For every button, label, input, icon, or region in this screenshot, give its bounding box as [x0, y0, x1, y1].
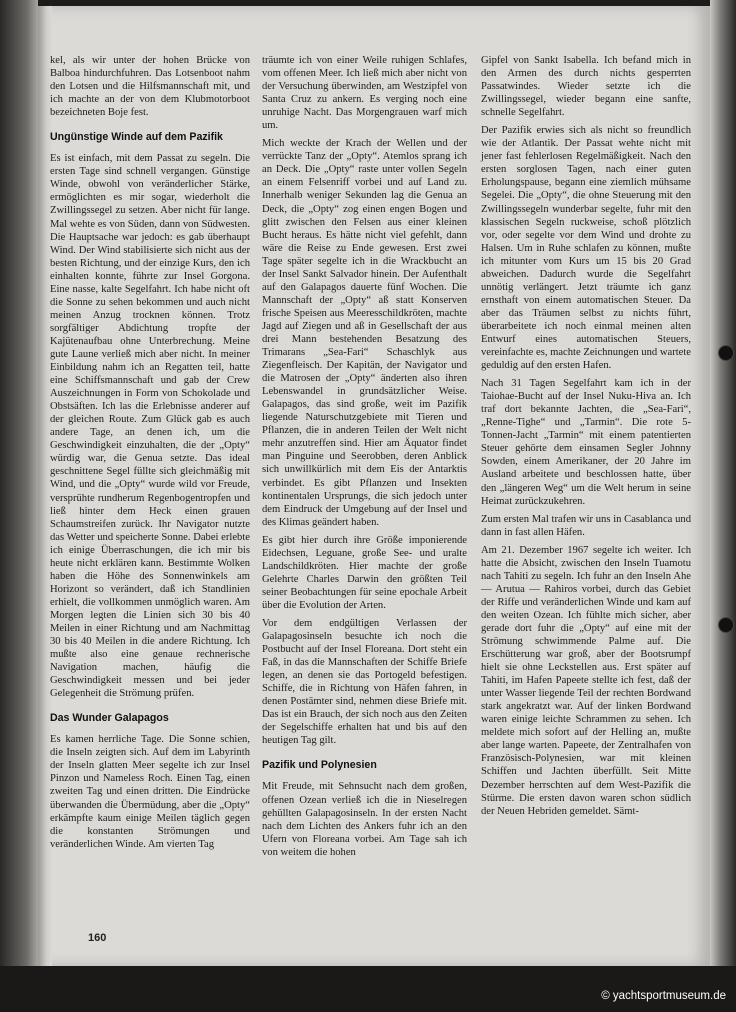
paragraph: Am 21. Dezember 1967 segelte ich weiter. Ich hatte die Absicht, zwischen den Inseln Tuamotu nach Tahiti zu segeln. Ich fuhr an den Inseln Ahe — Arutua — Rahiros vorbei, durch das Gebiet der Riffe und veränderlichen Winde und kam auf den weiten Ozean. Ich fühlte mich sicher, aber gerade dort fuhr die „Opty“ auf eine mit der Strömung schwimmende Palme auf. Die Erschütterung war groß, aber der Bootsrumpf hielt sie ohne Leckstellen aus. Erst später auf Tahiti, im Hafen Papeete stellte ich fest, daß der unter Wasser liegende Teil der rechten Bordwand stark angekratzt war. Auf der linken Bordwand waren einige leichte Schrammen zu sehen. Ich meldete mich sofort auf der Helling an, mußte aber lange warten. Papeete, der Zentralhafen von Französisch-Polynesien, war mit kleinen Schiffen und Jachten überfüllt. Seit Mitte Dezember herrschten auf dem West-Pazifik die Stürme. Die ersten davon waren schon südlich der Neuen Hebriden gemeldet. Sämt- — [481, 544, 691, 817]
text-column-2 — [262, 54, 467, 864]
paragraph: Mich weckte der Krach der Wellen und der verrückte Tanz der „Opty“. Atemlos sprang ich an Deck. Die „Opty“ raste unter vollen Segeln an einem Felsenriff vorbei und auf Land zu. Innerhalb weniger Sekunden lag die Genua an Deck, die „Opty“ zog einen engen Bogen und glitt zwischen den Felsen aus einer kleinen Bucht heraus. Es hätte nicht viel gefehlt, dann wäre die Reise zu Ende gewesen. Erst zwei Tage später segelte ich in die Wrackbucht an der Insel Sankt Salvador hinein. Der Aufenthalt auf den Galapagos dauerte fünf Wochen. Die Mannschaft der „Opty“ aß statt Konserven frische Speisen aus Meeresschildkröten, machte Jagd auf Ziegen und aß in Gesellschaft der aus drei Mann bestehenden Besatzung des Trimarans „Sea-Fari“ Schaschlyk aus Ziegenfleisch. Der Kapitän, der Navigator und die Matrosen der „Opty“ änderten also ihren Lebenswandel in grundsätzlicher Weise. Galapagos, das sind große, weit im Pazifik liegende Naturschutzgebiete mit Tieren und Pflanzen, die in anderen Teilen der Welt nicht mehr anzutreffen sind. Hier am Äquator findet man Pinguine und Seerobben, deren Anblick sich unwillkürlich mit dem Eis der Antarktis verbindet. Es gibt Pflanzen und Insekten kontinentalen Ursprungs, die sich jedoch unter dem Eindruck der Umgebung auf der Insel und des Klimas geändert haben. — [262, 138, 467, 528]
paragraph: Mit Freude, mit Sehnsucht nach dem großen, offenen Ozean verließ ich die in Nieselregen gehüllten Galapagosinseln. In der ersten Nacht nach dem Lichten des Ankers fuhr ich an den Ufern von Floreana vorbei. Am Tage sah ich von weitem die hohen — [262, 781, 467, 858]
section-heading: Pazifik und Polynesien — [262, 759, 377, 772]
section-heading: Ungünstige Winde auf dem Pazifik — [50, 131, 223, 144]
book-gutter-shadow — [0, 0, 38, 1012]
page-number: 160 — [88, 932, 107, 944]
text-column-1 — [50, 54, 250, 856]
scan-background — [0, 966, 736, 1012]
paragraph: Nach 31 Tagen Segelfahrt kam ich in der Taiohae-Bucht auf der Insel Nuku-Hiva an. Ich traf dort bekannte Jachten, die „Sea-Fari“, „Renne-Tighe“ und „Tarmin“. Die rote 5-Tonnen-Jacht „Tarmin“ mit einem patentierten Steuer gehörte dem einsamen Segler Johnny Sowden, einem Amerikaner, der 20 Jahre im Ausland arbeitete und beschlossen hatte, über den „längeren Weg“ um die Welt herum in seine Heimat zurückzukehren. — [481, 378, 691, 507]
paragraph: kel, als wir unter der hohen Brücke von Balboa hindurchfuhren. Das Lotsenboot nahm den Lotsen und die Hilfsmannschaft mit, und ich machte an der von dem Klubmotorboot bezeichneten Boje fest. — [50, 55, 250, 119]
paragraph: träumte ich von einer Weile ruhigen Schlafes, vom offenen Meer. Ich ließ mich aber nicht von der Versuchung überwinden, am Westzipfel von Santa Cruz zu ankern. Es verging noch eine unruhige Nacht. Das Morgengrauen warf mich um. — [262, 55, 467, 132]
paragraph: Es gibt hier durch ihre Größe imponierende Eidechsen, Leguane, große See- und uralte Landschildkröten. Hier machte der große Gelehrte Charles Darwin den größten Teil seiner Beobachtungen für seine epochale Arbeit über die Evolution der Arten. — [262, 534, 467, 611]
paragraph: Es ist einfach, mit dem Passat zu segeln. Die ersten Tage sind schnell vergangen. Günstige Winde, obwohl von veränderlicher Stärke, ermöglichten es mir sogar, wiederholt die Zwillingssegel zu setzen. Aber nicht für lange. Mal wehte es von Süden, dann von Südwesten. Die Hauptsache war jedoch: es gab überhaupt Wind. Der Wind stabilisierte sich nicht aus der besten Richtung, und der einzige Kurs, den ich einhalten konnte, führte zur Insel Gorgona. Eine nasse, kalte Segelfahrt. Ich habe nicht oft die Sonne zu sehen bekommen und auch nicht meinen Anzug trocknen können. Trotz sorgfältiger Abdichtung tropfte der Kajütenaufbau ohne Unterbrechung. Meine gute Laune verließ mich aber nicht. In meiner Einbildung nahm ich an Regatten teil, hatte eine Schiffsmannschaft und gab der Crew Auszeichnungen in Form von Schokolade und Obstsäften. Ich las die Erlebnisse anderer auf der gleichen Route. Zum Glück gab es auch andere Tage, an denen ich, um die Geschwindigkeit einzuhalten, die der „Opty“ würdig war, die Genua setzte. Das ideal geschnittene Segel füllte sich gleichmäßig mit Wind, und die „Opty“ wurde wild vor Freude, versprühte rundherum Regenbogentropfen und ließ hinter dem Heck einen grauen Schaumstreifen zurück. Ihr Navigator nutzte das Wetter und speicherte Sonne. Dabei erlebte ich einige Überraschungen, die ich mir bis heute nicht erklären kann. Bestimmte Wolken haben die Höhe des Sonnenwinkels am Horizont so verändert, daß ich Standlinien erhielt, die vollkommen unmöglich waren. Am Morgen legten die Linien sich 30 bis 40 Meilen in einer Richtung und am Nachmittag 30 bis 40 Meilen in die andere Richtung. Ich mußte also eine genaue rechnerische Navigation machen, häufig die Geschwindigkeit messen und bei jeder Gelegenheit die Strömung prüfen. — [50, 153, 250, 700]
watermark: © yachtsportmuseum.de — [601, 990, 726, 1002]
paragraph: Gipfel von Sankt Isabella. Ich befand mich in den Armen des durch nichts gesperrten Passatwindes. Wieder setzte ich die Zwillingssegel, wieder begann eine sanfte, schnelle Segelfahrt. — [481, 55, 691, 119]
paragraph: Vor dem endgültigen Verlassen der Galapagosinseln besuchte ich noch die Postbucht auf der Insel Floreana. Dort steht ein Faß, in das die Mannschaften der Schiffe Briefe legen, an denen sie das Portogeld befestigen. Schiffe, die in Richtung von Häfen fahren, in denen Postämter sind, nehmen diese Briefe mit. Das ist ein Brauch, der sich noch aus den Zeiten der Segelschiffe erhalten hat und bis auf den heutigen Tag gilt. — [262, 617, 467, 747]
section-heading: Das Wunder Galapagos — [50, 712, 169, 725]
paragraph: Zum ersten Mal trafen wir uns in Casablanca und dann in fast allen Häfen. — [481, 513, 691, 538]
text-column-3 — [481, 54, 691, 823]
binding-hole-lower — [718, 617, 734, 633]
binding-hole-upper — [718, 345, 734, 361]
page-stack-edge — [710, 0, 736, 970]
paragraph: Es kamen herrliche Tage. Die Sonne schien, die Inseln zeigten sich. Auf dem im Labyrinth der Inseln glatten Meer segelte ich zur Insel Pinzon und Nameless Roch. Einen Tag, einen zweiten Tag und einen dritten. Die Eindrücke überwanden die Übermüdung, aber die „Opty“ erkämpfte kaum einige Meilen täglich gegen die konstanten Strömungen und veränderlichen Winde. Am vierten Tag — [50, 734, 250, 850]
paragraph: Der Pazifik erwies sich als nicht so freundlich wie der Atlantik. Der Passat wehte nicht mit jener fast fehlerlosen Regelmäßigkeit. Nach den ersten sorglosen Tagen, nach einer guten Erholungspause, begann eine ziemlich mühsame Segelei. Die „Opty“, die ohne Steuerung mit den Zwillingssegeln wunderbar segelte, fuhr mit den klassischen Segeln ruckweise, schoß plötzlich vor, oder segelte vor dem Wind und drohte zu Halsen. Um in Ruhe schlafen zu können, mußte ich mitunter vom Kurs um 15 bis 20 Grad abweichen. Dadurch wurde die Segelfahrt unnötig verlängert. Jetzt träumte ich ganz ernsthaft von einem automatischen Steuer. Da aber das Träumen selbst zu nichts führt, überarbeitete ich noch einmal meinen alten Entwurf eines automatischen Steuers, vereinfachte es, machte Zeichnungen und wartete geduldig auf den ersten Hafen. — [481, 125, 692, 372]
